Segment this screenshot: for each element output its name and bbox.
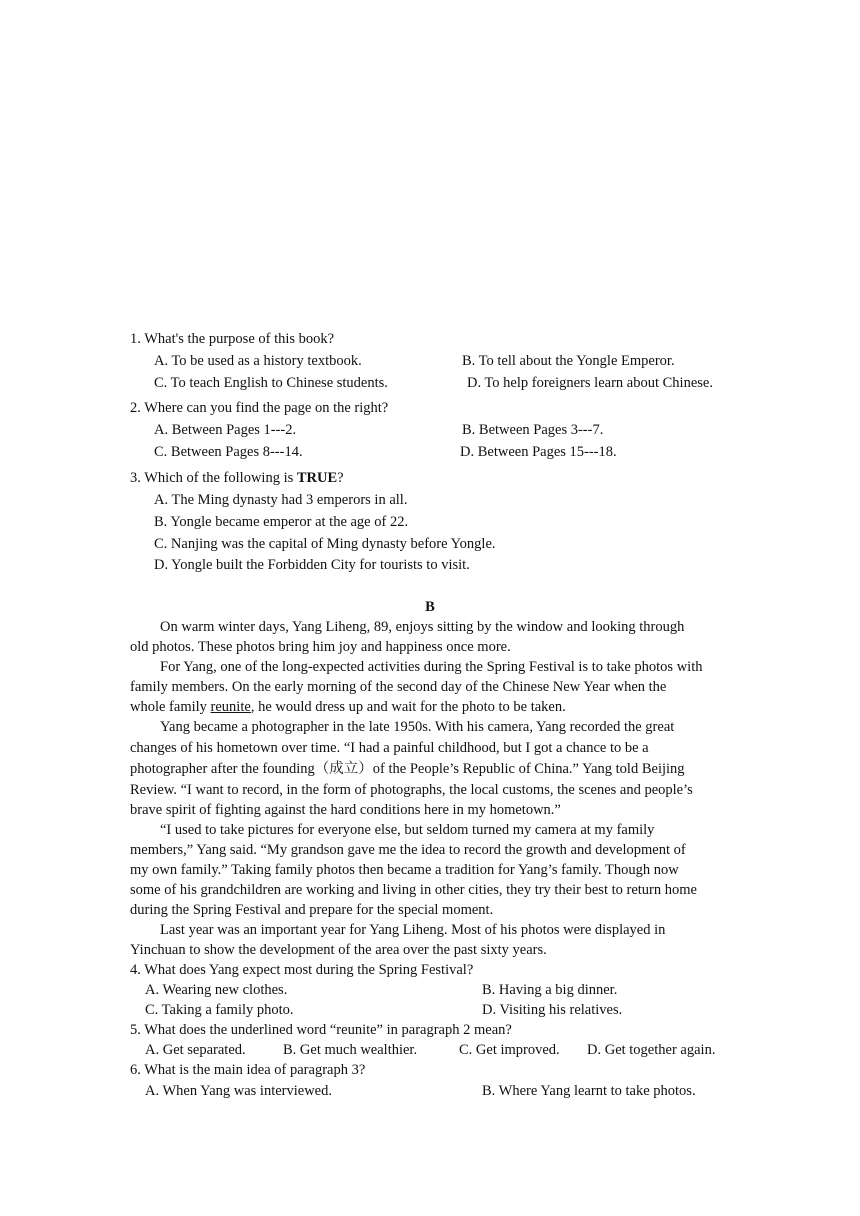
question-6-stem: 6. What is the main idea of paragraph 3? <box>130 1062 366 1078</box>
passage-line: “I used to take pictures for everyone else, but seldom turned my camera at my family <box>160 822 655 838</box>
passage-line: members,” Yang said. “My grandson gave me the idea to record the growth and development of <box>130 842 686 858</box>
question-5-option-a: A. Get separated. <box>145 1042 246 1058</box>
passage-line: during the Spring Festival and prepare for the special moment. <box>130 902 494 918</box>
question-3-stem-end: ? <box>337 470 344 486</box>
question-2-option-d: D. Between Pages 15---18. <box>460 444 617 460</box>
question-1-option-c: C. To teach English to Chinese students. <box>154 375 388 391</box>
question-3-option-a: A. The Ming dynasty had 3 emperors in all. <box>154 492 408 508</box>
question-3-stem-emphasis: TRUE <box>296 470 338 486</box>
question-1-option-b: B. To tell about the Yongle Emperor. <box>462 353 675 369</box>
question-5-option-d: D. Get together again. <box>587 1042 716 1058</box>
passage-text: whole family <box>130 699 211 715</box>
question-1-option-a: A. To be used as a history textbook. <box>154 353 362 369</box>
passage-line: Yinchuan to show the development of the area over the past sixty years. <box>130 942 547 958</box>
question-6-option-b: B. Where Yang learnt to take photos. <box>482 1083 696 1099</box>
question-3-option-c: C. Nanjing was the capital of Ming dynasty before Yongle. <box>154 536 496 552</box>
passage-line <box>130 698 566 716</box>
passage-line: For Yang, one of the long-expected activities during the Spring Festival is to take photos with <box>160 659 703 675</box>
question-5-stem: 5. What does the underlined word “reunite” in paragraph 2 mean? <box>130 1022 512 1038</box>
question-4-option-a: A. Wearing new clothes. <box>145 982 288 998</box>
question-3-stem-text: 3. Which of the following is <box>130 470 297 486</box>
question-4-option-b: B. Having a big dinner. <box>482 982 618 998</box>
passage-line: family members. On the early morning of the second day of the Chinese New Year when the <box>130 679 667 695</box>
question-4-option-c: C. Taking a family photo. <box>145 1002 294 1018</box>
passage-text: , he would dress up and wait for the photo to be taken. <box>250 699 566 715</box>
passage-line: Review. “I want to record, in the form of photographs, the local customs, the scenes and people’s <box>130 782 693 798</box>
question-5-option-c: C. Get improved. <box>459 1042 560 1058</box>
underlined-word-reunite: reunite <box>210 699 251 715</box>
question-2-stem: 2. Where can you find the page on the right? <box>130 400 389 416</box>
passage-line: photographer after the founding（成立）of the People’s Republic of China.” Yang told Beijing <box>130 761 685 777</box>
question-3-option-b: B. Yongle became emperor at the age of 22. <box>154 514 409 530</box>
question-2-option-b: B. Between Pages 3---7. <box>462 422 604 438</box>
passage-line: some of his grandchildren are working and living in other cities, they try their best to return home <box>130 882 697 898</box>
passage-line: changes of his hometown over time. “I had a painful childhood, but I got a chance to be a <box>130 740 649 756</box>
passage-line: Last year was an important year for Yang Liheng. Most of his photos were displayed in <box>160 922 666 938</box>
question-2-option-a: A. Between Pages 1---2. <box>154 422 297 438</box>
section-b-heading: B <box>425 599 435 615</box>
passage-line: old photos. These photos bring him joy and happiness once more. <box>130 639 511 655</box>
question-1-stem: 1. What's the purpose of this book? <box>130 331 335 347</box>
question-4-option-d: D. Visiting his relatives. <box>482 1002 623 1018</box>
question-3-option-d: D. Yongle built the Forbidden City for tourists to visit. <box>154 557 470 573</box>
passage-line: brave spirit of fighting against the hard conditions here in my hometown.” <box>130 802 561 818</box>
question-6-option-a: A. When Yang was interviewed. <box>145 1083 332 1099</box>
question-4-stem: 4. What does Yang expect most during the Spring Festival? <box>130 962 474 978</box>
question-1-option-d: D. To help foreigners learn about Chinese. <box>467 375 713 391</box>
passage-line: On warm winter days, Yang Liheng, 89, enjoys sitting by the window and looking through <box>160 619 685 635</box>
question-5-option-b: B. Get much wealthier. <box>283 1042 418 1058</box>
passage-line: Yang became a photographer in the late 1950s. With his camera, Yang recorded the great <box>160 719 675 735</box>
question-3-stem <box>130 469 344 487</box>
passage-line: my own family.” Taking family photos then became a tradition for Yang’s family. Though now <box>130 862 679 878</box>
question-2-option-c: C. Between Pages 8---14. <box>154 444 303 460</box>
